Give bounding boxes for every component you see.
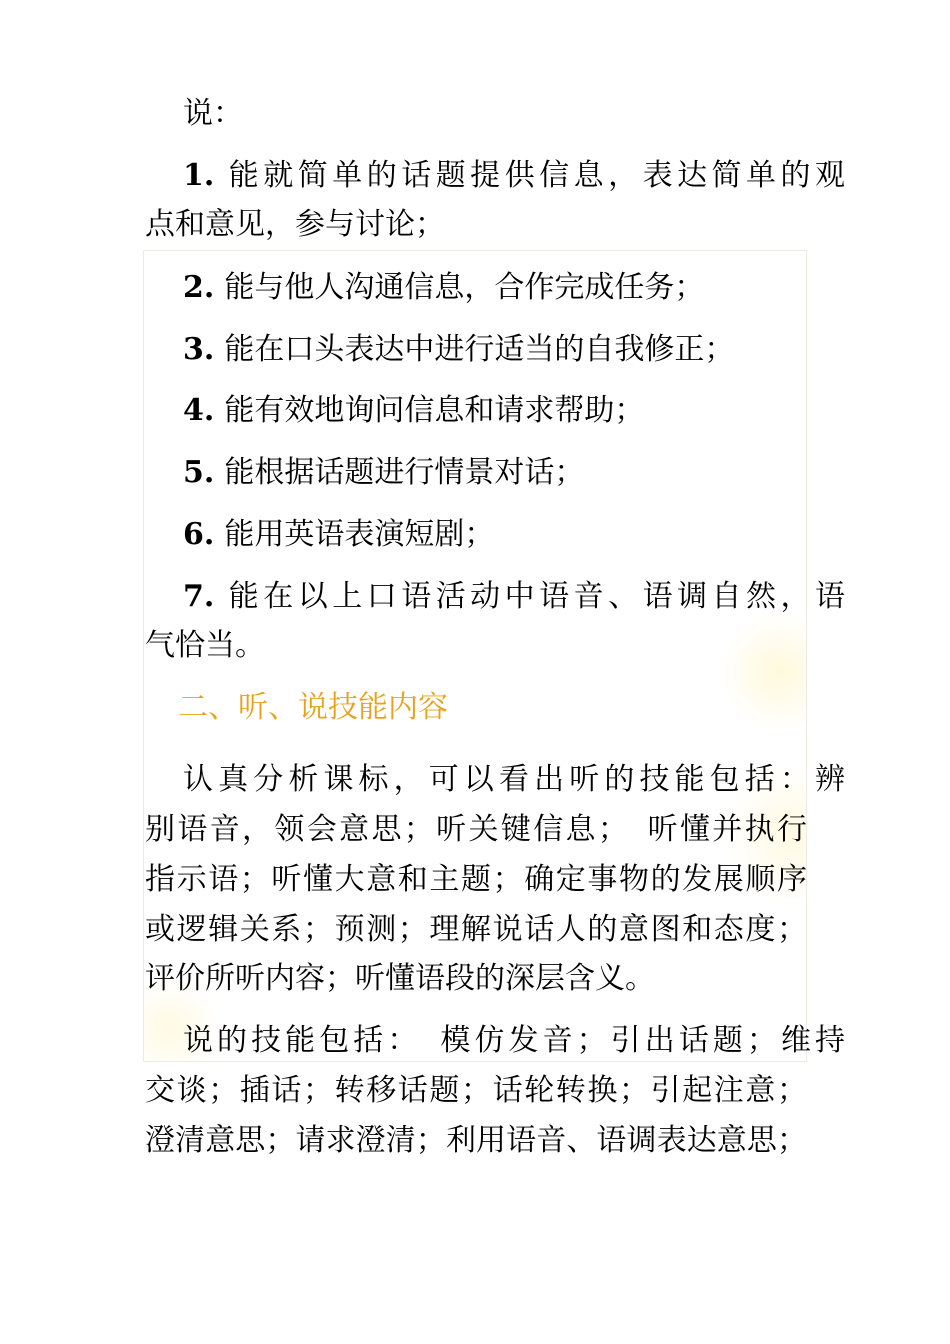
speaking-item-7-continued: 气恰当。 [145, 628, 265, 663]
speaking-item-3 [145, 330, 845, 370]
speaking-item-5 [145, 453, 845, 493]
speaking-item-4 [145, 391, 845, 431]
item-number: 7. [183, 579, 215, 614]
item-number: 5. [183, 455, 215, 490]
item-text: 能根据话题进行情景对话； [224, 455, 585, 490]
item-text: 能与他人沟通信息，合作完成任务； [224, 270, 705, 305]
speaking-item-6 [145, 515, 845, 555]
listening-paragraph-line-2: 别语音，领会意思；听关键信息； 听懂并执行 [145, 812, 807, 847]
listening-paragraph-line-3: 指示语；听懂大意和主题；确定事物的发展顺序 [145, 862, 807, 897]
speaking-item-2 [145, 268, 845, 308]
speaking-paragraph-line-3: 澄清意思；请求澄清；利用语音、语调表达意思； [145, 1123, 807, 1158]
speaking-item-1-continued: 点和意见，参与讨论； [145, 207, 445, 242]
listening-paragraph-line-1: 认真分析课标，可以看出听的技能包括：辨 [183, 762, 845, 797]
item-number: 1. [183, 158, 215, 193]
item-number: 4. [183, 393, 215, 428]
item-number: 6. [183, 517, 215, 552]
item-text: 能有效地询问信息和请求帮助； [224, 393, 645, 428]
item-text: 能用英语表演短剧； [224, 517, 495, 552]
speaking-item-1 [145, 156, 845, 196]
item-number: 2. [183, 270, 215, 305]
speaking-paragraph-line-1: 说的技能包括： 模仿发音；引出话题；维持 [183, 1023, 845, 1058]
speaking-item-7 [145, 577, 845, 617]
listening-paragraph-line-5: 评价所听内容；听懂语段的深层含义。 [145, 961, 655, 996]
speaking-heading: 说： [183, 96, 243, 131]
item-text: 能就简单的话题提供信息，表达简单的观 [224, 158, 845, 193]
item-text: 能在口头表达中进行适当的自我修正； [224, 332, 735, 367]
item-text: 能在以上口语活动中语音、语调自然，语 [224, 579, 845, 614]
item-number: 3. [183, 332, 215, 367]
speaking-paragraph-line-2: 交谈；插话；转移话题；话轮转换；引起注意； [145, 1073, 807, 1108]
listening-paragraph-line-4: 或逻辑关系；预测；理解说话人的意图和态度； [145, 912, 807, 947]
section-heading: 二、听、说技能内容 [178, 690, 448, 725]
